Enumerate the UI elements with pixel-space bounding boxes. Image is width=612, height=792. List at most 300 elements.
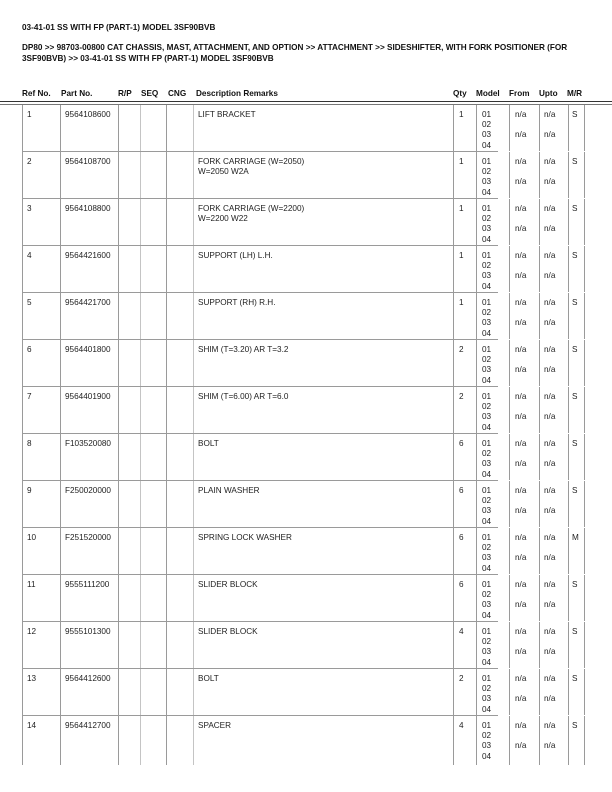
upto-value: n/a	[544, 392, 556, 401]
model-code: 04	[482, 563, 492, 573]
model-list	[482, 627, 491, 668]
part-no: F251520000	[65, 533, 111, 542]
column-divider	[193, 152, 194, 198]
model-code: 04	[482, 610, 492, 620]
description	[198, 110, 256, 120]
column-divider	[476, 434, 477, 480]
description-line: SUPPORT (RH) R.H.	[198, 298, 276, 307]
column-divider	[584, 434, 585, 480]
column-divider	[60, 105, 61, 151]
from-value: n/a	[515, 439, 527, 448]
qty: 4	[459, 627, 464, 636]
description-line: FORK CARRIAGE (W=2200)	[198, 204, 305, 213]
mr-flag: S	[572, 439, 578, 448]
column-divider	[453, 105, 454, 151]
column-divider	[584, 199, 585, 245]
column-divider	[539, 481, 540, 527]
model-code: 02	[482, 120, 492, 130]
column-divider	[118, 528, 119, 574]
upto-value: n/a	[544, 345, 556, 354]
model-code: 03	[482, 412, 492, 422]
column-divider	[193, 434, 194, 480]
ref-no: 13	[27, 674, 37, 683]
column-divider	[509, 622, 510, 668]
column-divider	[584, 152, 585, 198]
header-mr: M/R	[567, 89, 583, 98]
model-code: 03	[482, 130, 492, 140]
column-divider	[539, 716, 540, 765]
upto-values	[544, 674, 555, 705]
model-code: 01	[482, 251, 492, 260]
qty: 1	[459, 110, 464, 119]
description	[198, 298, 276, 308]
from-value: n/a	[515, 204, 527, 213]
model-code: 03	[482, 177, 492, 187]
model-code: 01	[482, 627, 492, 636]
from-values	[515, 251, 526, 282]
column-divider	[166, 152, 167, 198]
column-divider	[118, 340, 119, 386]
mr-flag: S	[572, 251, 578, 260]
upto-value: n/a	[544, 486, 556, 495]
header-rp: R/P	[118, 89, 132, 98]
model-code: 02	[482, 543, 492, 553]
upto-value: n/a	[544, 721, 556, 730]
model-list	[482, 392, 491, 433]
upto-value: n/a	[544, 298, 556, 307]
column-divider	[140, 716, 141, 765]
qty: 1	[459, 157, 464, 166]
column-divider	[476, 622, 477, 668]
from-value: n/a	[515, 130, 527, 140]
column-divider	[476, 105, 477, 151]
model-code: 04	[482, 281, 492, 291]
column-divider	[539, 622, 540, 668]
column-divider	[22, 152, 23, 198]
column-divider	[568, 622, 569, 668]
mr-flag: S	[572, 204, 578, 213]
column-divider	[453, 340, 454, 386]
column-divider	[568, 716, 569, 765]
model-list	[482, 674, 491, 715]
part-no: 9555111200	[65, 580, 110, 589]
table-row	[22, 622, 578, 669]
description-line: PLAIN WASHER	[198, 486, 260, 495]
column-divider	[568, 575, 569, 621]
column-divider	[193, 669, 194, 715]
model-code: 01	[482, 580, 492, 589]
column-divider	[166, 340, 167, 386]
model-code: 04	[482, 187, 492, 197]
upto-value: n/a	[544, 553, 556, 563]
upto-value: n/a	[544, 533, 556, 542]
column-divider	[476, 716, 477, 765]
part-no: 9564401900	[65, 392, 111, 401]
table-row	[22, 340, 578, 387]
ref-no: 3	[27, 204, 32, 213]
column-divider	[509, 105, 510, 151]
column-divider	[140, 669, 141, 715]
upto-values	[544, 204, 555, 235]
description-line: BOLT	[198, 674, 219, 683]
from-value: n/a	[515, 627, 527, 636]
model-code: 02	[482, 731, 492, 741]
column-divider	[140, 340, 141, 386]
column-divider	[140, 575, 141, 621]
column-divider	[584, 622, 585, 668]
column-divider	[453, 387, 454, 433]
column-divider	[193, 246, 194, 292]
column-divider	[453, 434, 454, 480]
model-list	[482, 533, 491, 574]
from-values	[515, 345, 526, 376]
mr-flag: S	[572, 721, 578, 730]
from-value: n/a	[515, 224, 527, 234]
column-divider	[453, 293, 454, 339]
description-line: BOLT	[198, 439, 219, 448]
upto-value: n/a	[544, 224, 556, 234]
column-divider	[22, 387, 23, 433]
upto-value: n/a	[544, 157, 556, 166]
header-from: From	[509, 89, 530, 98]
column-divider	[166, 575, 167, 621]
header-description: Description Remarks	[196, 89, 278, 98]
from-value: n/a	[515, 694, 527, 704]
description	[198, 439, 219, 449]
ref-no: 5	[27, 298, 32, 307]
column-divider	[476, 669, 477, 715]
description-line: W=2050 W2A	[198, 167, 249, 177]
qty: 1	[459, 204, 464, 213]
column-divider	[140, 387, 141, 433]
from-value: n/a	[515, 533, 527, 542]
description	[198, 204, 304, 224]
column-divider	[22, 105, 23, 151]
column-divider	[60, 387, 61, 433]
header-part-no: Part No.	[61, 89, 93, 98]
column-divider	[118, 716, 119, 765]
upto-value: n/a	[544, 439, 556, 448]
ref-no: 8	[27, 439, 32, 448]
table-row	[22, 716, 578, 765]
description	[198, 157, 304, 177]
column-divider	[140, 481, 141, 527]
part-no: 9564108700	[65, 157, 111, 166]
column-divider	[568, 669, 569, 715]
model-code: 02	[482, 167, 492, 177]
column-divider	[453, 575, 454, 621]
column-divider	[584, 387, 585, 433]
from-value: n/a	[515, 553, 527, 563]
column-divider	[539, 575, 540, 621]
column-divider	[166, 293, 167, 339]
column-divider	[568, 199, 569, 245]
model-code: 03	[482, 741, 492, 751]
column-divider	[584, 105, 585, 151]
model-code: 03	[482, 459, 492, 469]
model-code: 01	[482, 721, 492, 730]
model-code: 02	[482, 637, 492, 647]
model-code: 03	[482, 365, 492, 375]
column-divider	[22, 340, 23, 386]
from-value: n/a	[515, 365, 527, 375]
column-divider	[568, 481, 569, 527]
column-divider	[22, 199, 23, 245]
model-code: 03	[482, 224, 492, 234]
model-code: 03	[482, 647, 492, 657]
column-divider	[476, 199, 477, 245]
model-code: 04	[482, 375, 492, 385]
description-line: SLIDER BLOCK	[198, 627, 258, 636]
model-code: 04	[482, 328, 492, 338]
from-values	[515, 486, 526, 517]
description-line: W=2200 W22	[198, 214, 248, 224]
model-code: 01	[482, 345, 492, 354]
qty: 2	[459, 674, 464, 683]
column-divider	[193, 622, 194, 668]
column-divider	[584, 246, 585, 292]
from-value: n/a	[515, 721, 527, 730]
description	[198, 627, 258, 637]
from-value: n/a	[515, 271, 527, 281]
from-value: n/a	[515, 412, 527, 422]
table-row	[22, 575, 578, 622]
upto-value: n/a	[544, 110, 556, 119]
column-divider	[140, 528, 141, 574]
column-divider	[509, 669, 510, 715]
qty: 4	[459, 721, 464, 730]
column-divider	[509, 716, 510, 765]
model-list	[482, 721, 491, 762]
model-code: 01	[482, 204, 492, 213]
part-no: F250020000	[65, 486, 111, 495]
upto-value: n/a	[544, 647, 556, 657]
column-divider	[118, 622, 119, 668]
upto-values	[544, 298, 555, 329]
from-value: n/a	[515, 157, 527, 166]
upto-value: n/a	[544, 506, 556, 516]
model-code: 01	[482, 533, 492, 542]
column-divider	[509, 340, 510, 386]
column-divider	[453, 152, 454, 198]
from-value: n/a	[515, 486, 527, 495]
part-no: 9564421700	[65, 298, 111, 307]
column-divider	[166, 105, 167, 151]
table-row	[22, 293, 578, 340]
header-cng: CNG	[168, 89, 187, 98]
qty: 6	[459, 439, 464, 448]
model-code: 02	[482, 590, 492, 600]
upto-value: n/a	[544, 694, 556, 704]
column-divider	[453, 528, 454, 574]
upto-values	[544, 110, 555, 141]
column-divider	[509, 481, 510, 527]
mr-flag: S	[572, 110, 578, 119]
model-code: 03	[482, 553, 492, 563]
upto-value: n/a	[544, 600, 556, 610]
column-divider	[584, 716, 585, 765]
mr-flag: S	[572, 392, 578, 401]
column-divider	[118, 434, 119, 480]
mr-flag: S	[572, 157, 578, 166]
description-line: LIFT BRACKET	[198, 110, 256, 119]
column-divider	[60, 716, 61, 765]
from-value: n/a	[515, 600, 527, 610]
column-divider	[118, 293, 119, 339]
model-code: 01	[482, 298, 492, 307]
column-divider	[539, 528, 540, 574]
from-value: n/a	[515, 298, 527, 307]
upto-value: n/a	[544, 674, 556, 683]
from-value: n/a	[515, 674, 527, 683]
upto-values	[544, 580, 555, 611]
qty: 1	[459, 298, 464, 307]
column-divider	[60, 152, 61, 198]
column-divider	[22, 528, 23, 574]
header-model: Model	[476, 89, 500, 98]
upto-values	[544, 251, 555, 282]
model-code: 01	[482, 674, 492, 683]
column-divider	[193, 105, 194, 151]
column-divider	[193, 387, 194, 433]
column-divider	[22, 716, 23, 765]
part-no: 9564108800	[65, 204, 111, 213]
column-divider	[118, 387, 119, 433]
table-row	[22, 105, 578, 152]
table-row	[22, 199, 578, 246]
column-divider	[193, 293, 194, 339]
model-code: 02	[482, 355, 492, 365]
column-divider	[60, 669, 61, 715]
table-row	[22, 669, 578, 716]
column-divider	[453, 716, 454, 765]
from-value: n/a	[515, 506, 527, 516]
column-divider	[140, 246, 141, 292]
upto-value: n/a	[544, 365, 556, 375]
column-divider	[22, 481, 23, 527]
model-code: 03	[482, 506, 492, 516]
qty: 1	[459, 251, 464, 260]
qty: 2	[459, 345, 464, 354]
column-divider	[60, 528, 61, 574]
model-code: 01	[482, 439, 492, 448]
column-divider	[193, 481, 194, 527]
header-qty: Qty	[453, 89, 467, 98]
column-divider	[166, 669, 167, 715]
column-divider	[476, 387, 477, 433]
upto-values	[544, 157, 555, 188]
from-values	[515, 627, 526, 658]
ref-no: 1	[27, 110, 32, 119]
column-divider	[140, 105, 141, 151]
description	[198, 533, 292, 543]
from-values	[515, 204, 526, 235]
column-divider	[22, 669, 23, 715]
table-row	[22, 434, 578, 481]
model-code: 04	[482, 234, 492, 244]
column-divider	[584, 340, 585, 386]
model-code: 02	[482, 496, 492, 506]
model-list	[482, 204, 491, 245]
table-row	[22, 528, 579, 575]
from-values	[515, 392, 526, 423]
model-list	[482, 580, 491, 621]
upto-value: n/a	[544, 204, 556, 213]
page-title: 03-41-01 SS WITH FP (PART-1) MODEL 3SF90BVB	[22, 23, 216, 32]
from-values	[515, 157, 526, 188]
model-code: 02	[482, 214, 492, 224]
description	[198, 345, 288, 355]
column-divider	[140, 434, 141, 480]
model-code: 01	[482, 157, 492, 166]
column-divider	[568, 387, 569, 433]
from-value: n/a	[515, 251, 527, 260]
column-divider	[60, 575, 61, 621]
ref-no: 2	[27, 157, 32, 166]
description-line: FORK CARRIAGE (W=2050)	[198, 157, 305, 166]
column-divider	[118, 199, 119, 245]
column-divider	[584, 575, 585, 621]
upto-value: n/a	[544, 741, 556, 751]
column-divider	[539, 434, 540, 480]
description-line: SUPPORT (LH) L.H.	[198, 251, 273, 260]
model-code: 02	[482, 449, 492, 459]
ref-no: 12	[27, 627, 37, 636]
column-divider	[193, 340, 194, 386]
column-divider	[22, 246, 23, 292]
mr-flag: M	[572, 533, 579, 542]
description-line: SPRING LOCK WASHER	[198, 533, 292, 542]
column-divider	[453, 481, 454, 527]
upto-value: n/a	[544, 177, 556, 187]
part-no: 9564412700	[65, 721, 111, 730]
header-upto: Upto	[539, 89, 558, 98]
from-value: n/a	[515, 345, 527, 354]
column-divider	[140, 622, 141, 668]
column-divider	[193, 575, 194, 621]
model-code: 01	[482, 392, 492, 401]
ref-no: 7	[27, 392, 32, 401]
model-code: 03	[482, 600, 492, 610]
model-code: 04	[482, 140, 492, 150]
part-no: 9564108600	[65, 110, 111, 119]
qty: 6	[459, 580, 464, 589]
model-list	[482, 251, 491, 292]
column-divider	[568, 105, 569, 151]
model-code: 04	[482, 422, 492, 432]
column-divider	[509, 199, 510, 245]
column-divider	[568, 434, 569, 480]
upto-values	[544, 486, 555, 517]
column-divider	[140, 199, 141, 245]
model-list	[482, 157, 491, 198]
column-divider	[166, 246, 167, 292]
column-divider	[140, 293, 141, 339]
from-value: n/a	[515, 459, 527, 469]
upto-value: n/a	[544, 318, 556, 328]
column-divider	[60, 199, 61, 245]
column-divider	[166, 434, 167, 480]
column-divider	[118, 575, 119, 621]
upto-values	[544, 533, 555, 564]
header-divider	[0, 101, 612, 102]
column-divider	[22, 434, 23, 480]
column-divider	[584, 293, 585, 339]
column-divider	[539, 293, 540, 339]
column-divider	[22, 622, 23, 668]
upto-values	[544, 721, 555, 752]
from-values	[515, 439, 526, 470]
